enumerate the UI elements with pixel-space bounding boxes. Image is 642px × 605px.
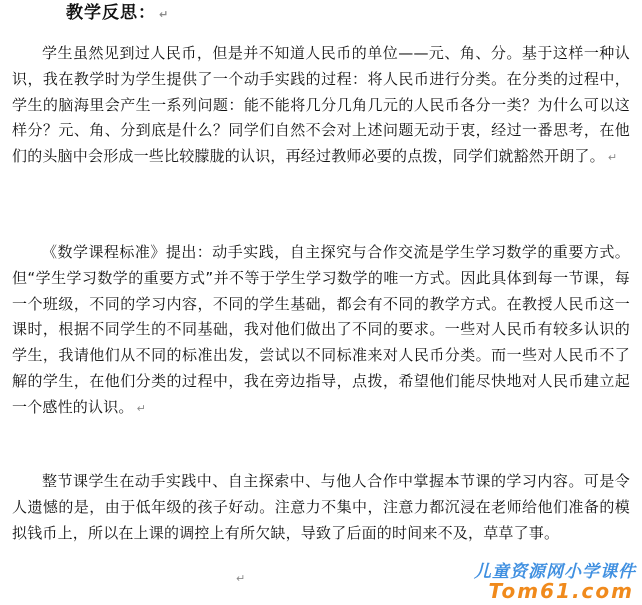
watermark-domain: Tom61.com [488,579,634,603]
paragraph-mark-icon: ↵ [136,401,147,415]
heading-text: 教学反思： [66,3,156,23]
paragraph-mark-icon: ↵ [236,572,246,585]
paragraph-2 [12,240,630,422]
site-watermark [466,557,636,603]
paragraph-mark-icon: ↵ [607,151,618,165]
paragraph-3 [12,469,630,546]
watermark-site-name: 儿童资源网小学课件 [474,562,636,582]
paragraph-3-text: 整节课学生在动手实践中、自主探索中、与他人合作中掌握本节课的学习内容。可是令人遗憾的是，由于低年级的孩子好动。注意力不集中，注意力都沉浸在老师给他们准备的模拟钱币上，所以在上课的调控上有所欠缺，导致了后面的时间来不及，草草了事。 [12,472,630,542]
paragraph-1-text: 学生虽然见到过人民币，但是并不知道人民币的单位——元、角、分。基于这样一种认识，我在教学时为学生提供了一个动手实践的过程：将人民币进行分类。在分类的过程中，学生的脑海里会产生一系列问题：能不能将几分几角几元的人民币各分一类？为什么可以这样分？元、角、分到底是什么？同学们自然不会对上述问题无动于衷，经过一番思考，在他们的头脑中会形成一些比较朦胧的认识，再经过教师必要的点拨，同学们就豁然开朗了。 [12,44,630,166]
paragraph-mark-icon: ↵ [159,8,170,21]
paragraph-1 [12,41,630,171]
paragraph-2-text: 《数学课程标准》提出：动手实践，自主探究与合作交流是学生学习数学的重要方式。但“学生学习数学的重要方式”并不等于学生学习数学的唯一方式。因此具体到每一节课，每一个班级，不同的学习内容，不同的学生基础，都会有不同的教学方式。在教授人民币这一课时，根据不同学生的不同基础，我对他们做出了不同的要求。一些对人民币有较多认识的学生，我请他们从不同的标准出发，尝试以不同标准来对人民币分类。而一些对人民币不了解的学生，在他们分类的过程中，我在旁边指导，点拨，希望他们能尽快地对人民币建立起一个感性的认识。 [12,243,630,416]
document-heading [66,2,169,26]
